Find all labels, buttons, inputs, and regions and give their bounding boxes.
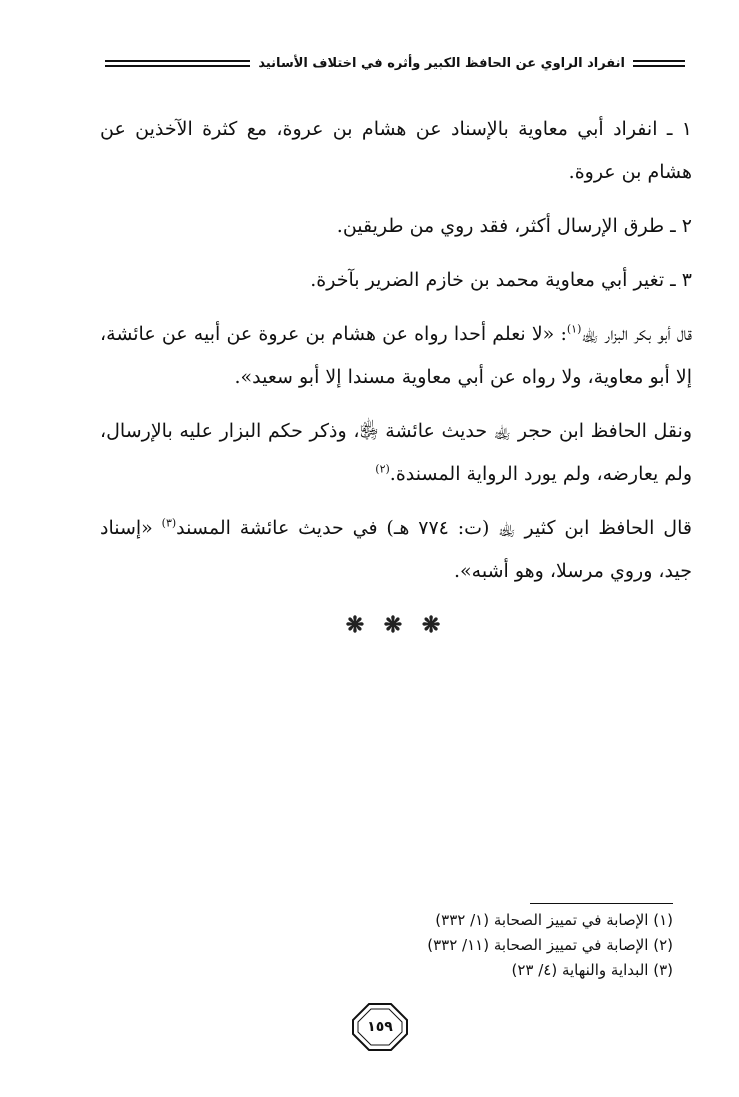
header-rule-left [105,60,250,67]
footnote-ref-1[interactable]: (١) [566,322,582,336]
footnotes [300,908,673,983]
main-text [100,108,692,647]
paragraph-5 [100,410,692,496]
paragraph-1: ١ ـ انفراد أبي معاوية بالإسناد عن هشام بن عروة، مع كثرة الآخذين عن هشام بن عروة. [100,118,692,183]
paragraph-4-text: قال أبو بكر البزار ﵀ [581,323,692,345]
paragraph-4-quote: : «لا نعلم أحدا رواه عن هشام بن عروة عن أبيه عن عائشة، إلا أبو معاوية، ولا رواه عن أبي معاوية مسندا إلا أبو سعيد». [100,323,692,388]
paragraph-6-text: قال الحافظ ابن كثير ﵀ (ت: ٧٧٤ هـ) في حديث عائشة المسند [176,517,692,539]
footnote-1: (١) الإصابة في تمييز الصحابة (١/ ٣٣٢) [435,911,673,929]
header-rule-right [633,60,685,67]
paragraph-5-text: ونقل الحافظ ابن حجر ﵀ حديث عائشة ﵂، وذكر حكم البزار عليه بالإرسال، ولم يعارضه، ولم يورد الرواية المسندة. [100,420,692,485]
footnote-ref-3[interactable]: (٣) [161,516,177,530]
running-header [105,48,685,78]
section-end-ornament: ❋ ❋ ❋ [345,612,447,638]
footnote-3: (٣) البداية والنهاية (٤/ ٢٣) [511,961,673,979]
paragraph-6-quote: «إسناد جيد، وروي مرسلا، وهو أشبه». [100,517,692,582]
paragraph-3: ٣ ـ تغير أبي معاوية محمد بن خازم الضرير بآخرة. [310,269,692,291]
page-number-badge [351,1002,409,1052]
footnote-2: (٢) الإصابة في تمييز الصحابة (١١/ ٣٣٢) [427,936,673,954]
paragraph-4 [100,313,692,399]
footnote-ref-2[interactable]: (٢) [375,462,390,476]
paragraph-6 [100,507,692,593]
running-title: انفراد الراوي عن الحافظ الكبير وأثره في اختلاف الأسانيد [258,55,625,71]
footnote-separator [530,903,673,904]
paragraph-2: ٢ ـ طرق الإرسال أكثر، فقد روي من طريقين. [336,215,692,237]
page-number: ١٥٩ [367,1019,393,1035]
